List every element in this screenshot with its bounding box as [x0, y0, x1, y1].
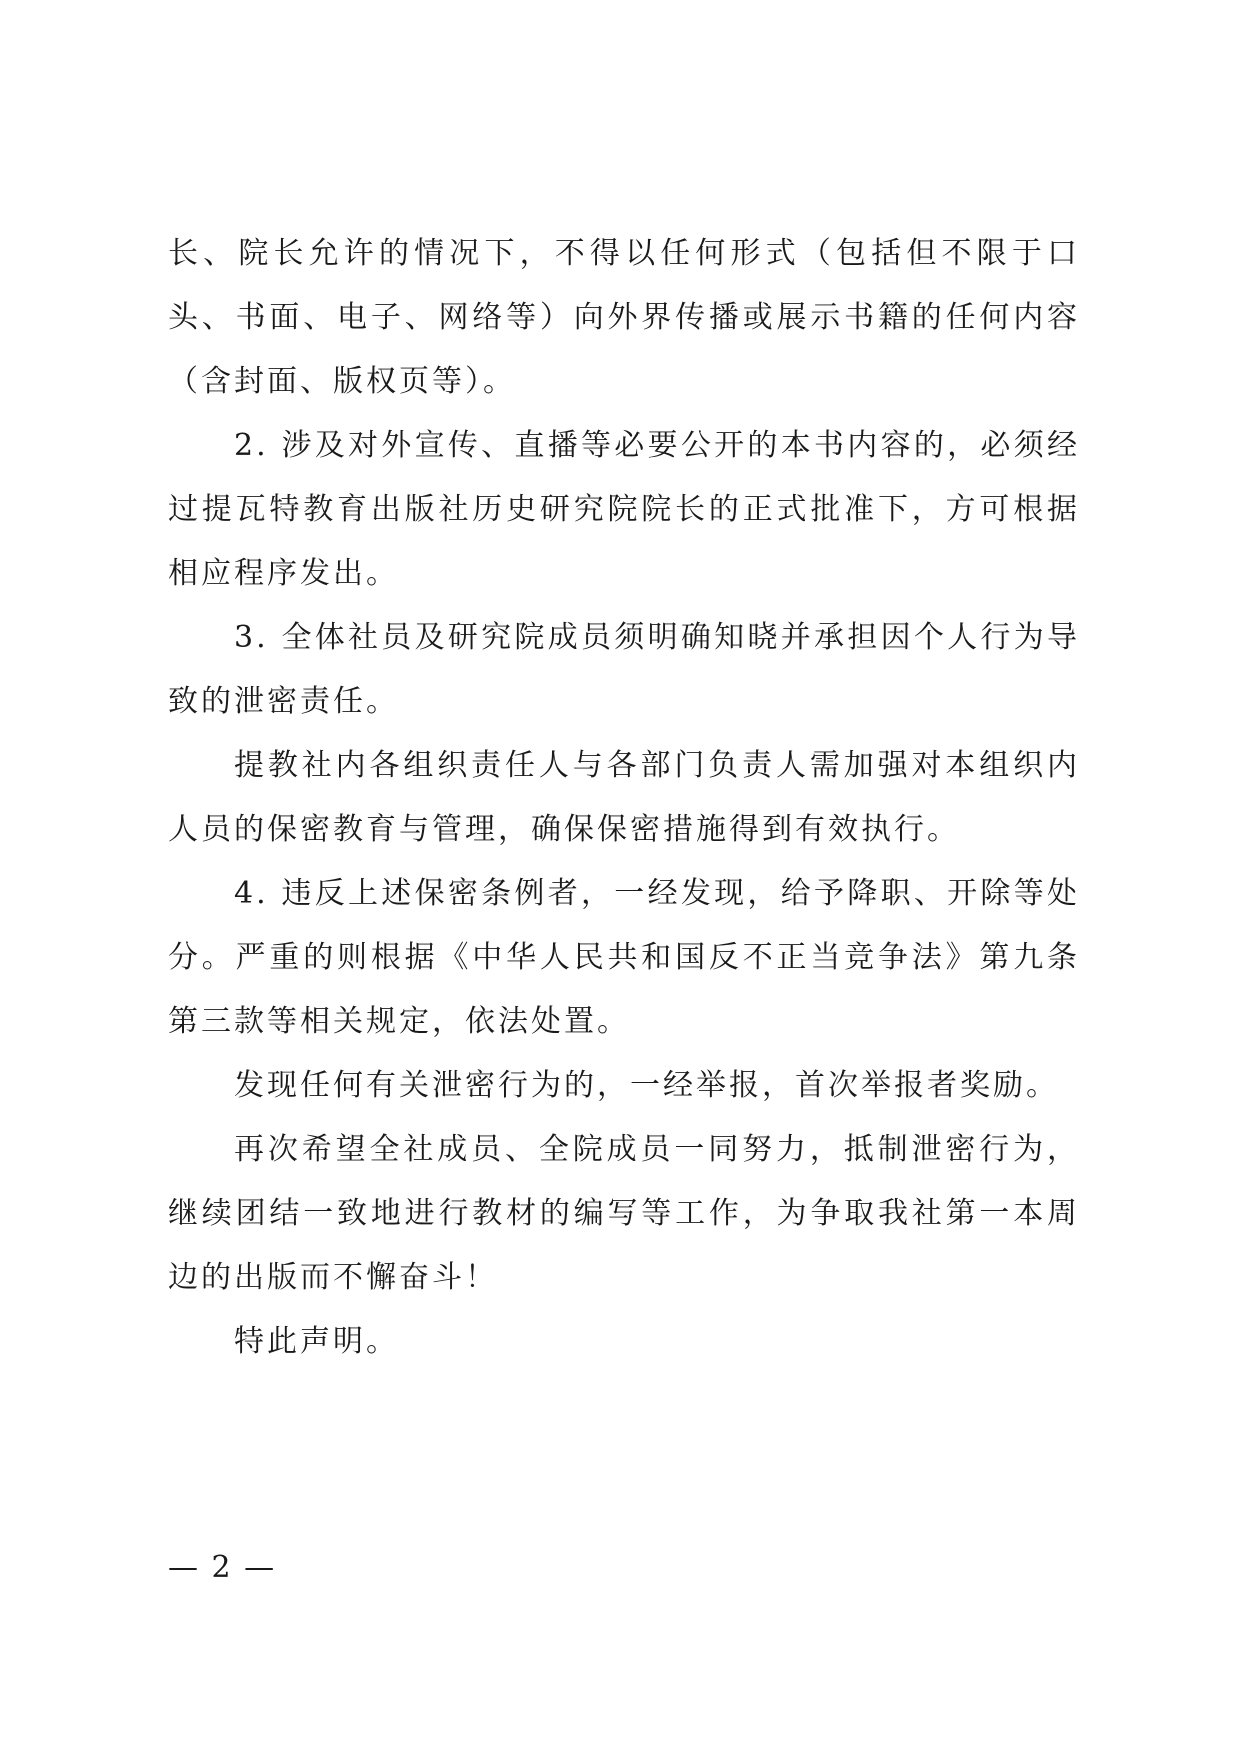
paragraph-responsibility: 提教社内各组织责任人与各部门负责人需加强对本组织内人员的保密教育与管理，确保保密措施得到有效执行。	[168, 748, 1080, 847]
paragraph-item-2: 2. 涉及对外宣传、直播等必要公开的本书内容的，必须经过提瓦特教育出版社历史研究院院长的正式批准下，方可根据相应程序发出。	[168, 428, 1080, 591]
paragraph-reporting: 发现任何有关泄密行为的，一经举报，首次举报者奖励。	[234, 1068, 1059, 1103]
paragraph-continuation: 长、院长允许的情况下，不得以任何形式（包括但不限于口头、书面、电子、网络等）向外界传播或展示书籍的任何内容（含封面、版权页等）。	[168, 236, 1080, 399]
paragraph-closing: 特此声明。	[234, 1324, 399, 1359]
paragraph-appeal: 再次希望全社成员、全院成员一同努力，抵制泄密行为，继续团结一致地进行教材的编写等工作，为争取我社第一本周边的出版而不懈奋斗！	[168, 1132, 1080, 1295]
paragraph-item-4: 4. 违反上述保密条例者，一经发现，给予降职、开除等处分。严重的则根据《中华人民共和国反不正当竞争法》第九条第三款等相关规定，依法处置。	[168, 876, 1080, 1039]
document-body	[168, 222, 1080, 1374]
page-number: — 2 —	[168, 1550, 277, 1585]
paragraph-item-3: 3. 全体社员及研究院成员须明确知晓并承担因个人行为导致的泄密责任。	[168, 620, 1080, 719]
